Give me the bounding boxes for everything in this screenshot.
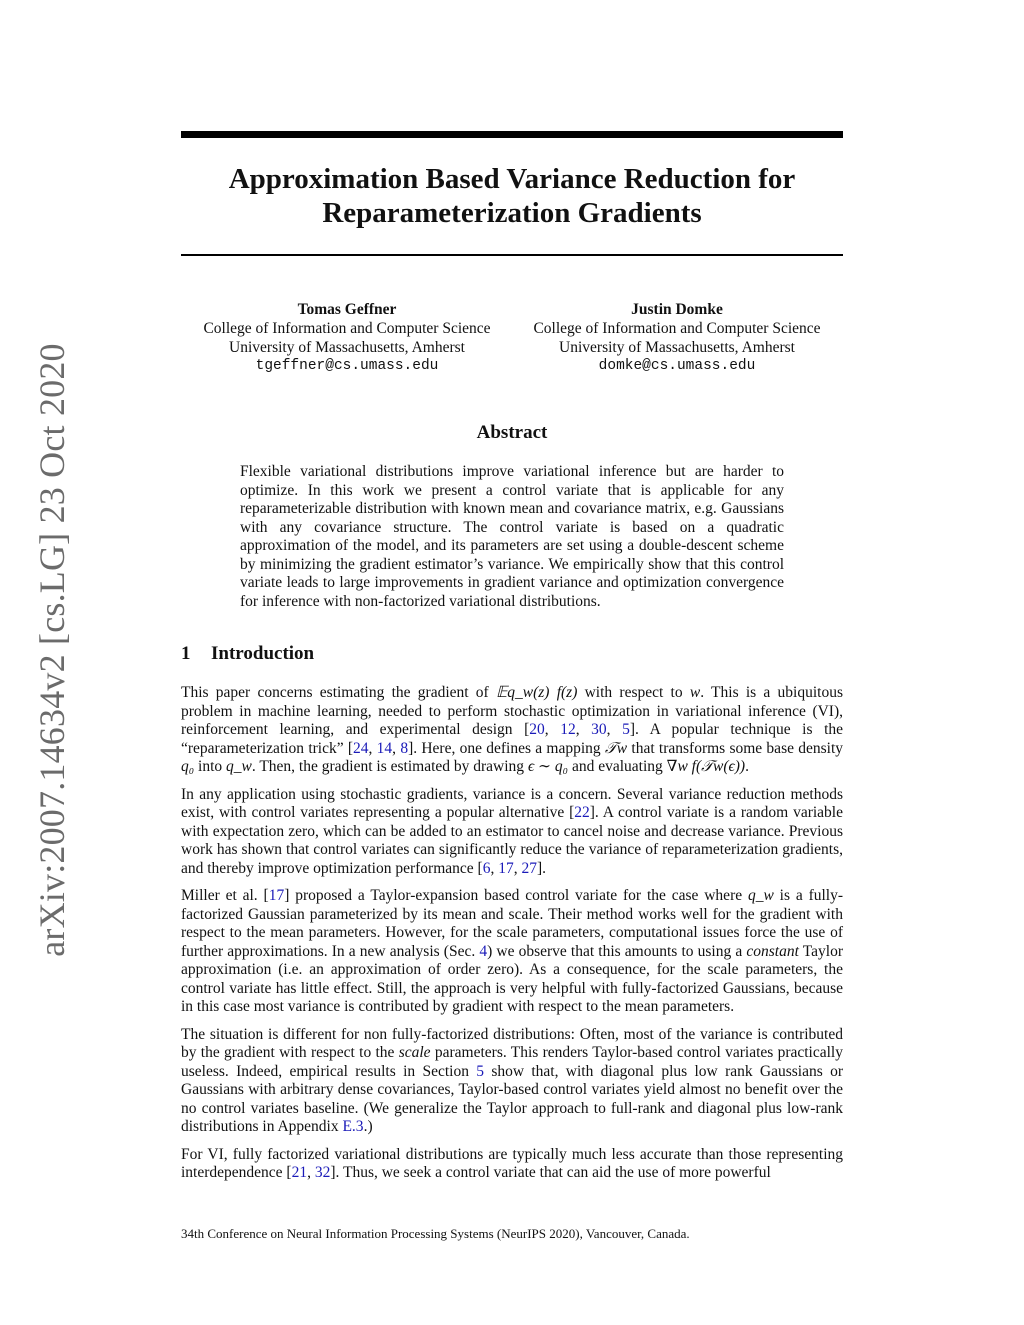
title-rule-top — [181, 131, 843, 138]
math-qw: q_w — [747, 887, 774, 904]
author-email[interactable]: domke@cs.umass.edu — [598, 358, 756, 374]
author-affiliation: College of Information and Computer Science — [533, 320, 821, 337]
math-epsilon: ϵ ∼ q₀ — [527, 758, 569, 775]
citation-link[interactable]: 17 — [268, 887, 285, 904]
author-name: Tomas Geffner — [297, 301, 397, 318]
citation-link[interactable]: 21 — [291, 1164, 308, 1181]
section-link[interactable]: 4 — [479, 942, 488, 960]
author-block-1 — [182, 300, 512, 376]
paragraph-1: This paper concerns estimating the gradient of 𝔼q_w(z) f(z) with respect to w. This is a ubiquitous problem in machine learning, needed to perform stochastic optimization in variational inference (VI), reinforcement learning, and experimental design [20, 12, 30, 5]. A popular technique is the “reparameterization trick” [24, 14, 8]. Here, one defines a mapping 𝒯w that transforms some base density q₀ into q_w. Then, the gradient is estimated by drawing ϵ ∼ q₀ and evaluating ∇w f(𝒯w(ϵ)). — [181, 684, 844, 775]
emphasis-text: constant — [746, 942, 799, 960]
paragraph-5: For VI, fully factorized variational distributions are typically much less accurate than those representing interdependence [21, 32]. Thus, we seek a control variate that can aid the use of more powerful — [181, 1145, 843, 1181]
citation-link[interactable]: 6 — [482, 859, 491, 877]
citation-link[interactable]: 14 — [376, 739, 393, 757]
citation-link[interactable]: 24 — [353, 739, 369, 757]
citation-link[interactable]: 22 — [574, 804, 590, 821]
author-block-2 — [512, 300, 842, 376]
section-heading — [181, 643, 314, 665]
citation-link[interactable]: 5 — [622, 721, 630, 738]
paper-title: Approximation Based Variance Reduction for Reparameterization Gradients — [228, 163, 796, 229]
section-title: Introduction — [211, 643, 315, 664]
author-email[interactable]: tgeffner@cs.umass.edu — [255, 358, 439, 374]
body-text — [181, 684, 843, 1192]
citation-link[interactable]: 8 — [400, 739, 409, 757]
author-university: University of Massachusetts, Amherst — [559, 339, 795, 356]
math-qw: q_w — [226, 758, 252, 775]
author-name: Justin Domke — [631, 301, 723, 318]
author-university: University of Massachusetts, Amherst — [229, 339, 465, 356]
paragraph-4: The situation is different for non fully-factorized distributions: Often, most of the variance is contributed by the gradient with respect to the scale parameters. This renders Taylor-based control variates practically useless. Indeed, empirical results in Section 5 show that, with diagonal plus low rank Gaussians or Gaussians with arbitrary dense covariances, Taylor-based control variates yield almost no benefit over the no control variates baseline. (We generalize the Taylor approach to full-rank and diagonal plus low-rank distributions in Appendix E.3.) — [181, 1025, 843, 1135]
emphasis-text: scale — [398, 1044, 431, 1061]
arxiv-stamp: arXiv:2007.14634v2 [cs.LG] 23 Oct 2020 — [32, 343, 72, 957]
title-rule-bottom — [181, 254, 843, 256]
section-number: 1 — [181, 643, 191, 664]
paragraph-2: In any application using stochastic gradients, variance is a concern. Several variance reduction methods exist, with control variates representing a popular alternative [22]. A control variate is a random variable with expectation zero, which can be added to an estimator to cancel noise and decrease variance. Previous work has shown that control variates can significantly reduce the variance of reparameterization gradients, and thereby improve optimization performance [6, 17, 27]. — [181, 785, 843, 877]
math-w: w — [689, 684, 701, 701]
appendix-link[interactable]: E.3 — [342, 1118, 364, 1135]
citation-link[interactable]: 20 — [529, 721, 545, 738]
citation-link[interactable]: 17 — [498, 859, 514, 877]
citation-link[interactable]: 12 — [560, 721, 576, 738]
paragraph-3: Miller et al. [17] proposed a Taylor-expansion based control variate for the case where q_w is a fully-factorized Gaussian parameterized by its mean and scale. Their method works well for the gradient with respect to the mean parameters. However, for the scale parameters, computational issues force the use of further approximations. In a new analysis (Sec. 4) we observe that this amounts to using a constant Taylor approximation (i.e. an approximation of order zero). As a consequence, for the scale parameters, the control variate has little effect. Still, the approach is very helpful with fully-factorized Gaussians, because in this case most variance is contributed by gradient with respect to the mean parameters. — [181, 887, 844, 1015]
citation-link[interactable]: 27 — [521, 859, 537, 877]
author-affiliation: College of Information and Computer Science — [203, 320, 491, 337]
citation-link[interactable]: 30 — [591, 721, 607, 738]
math-q0: q₀ — [181, 758, 195, 775]
citation-link[interactable]: 32 — [314, 1164, 331, 1181]
conference-footnote: 34th Conference on Neural Information Processing Systems (NeurIPS 2020), Vancouver, Canada. — [181, 1226, 690, 1241]
math-mapping: 𝒯w — [604, 739, 628, 757]
math-expectation: 𝔼q_w(z) f(z) — [495, 684, 578, 701]
abstract-heading: Abstract — [476, 422, 548, 443]
section-link[interactable]: 5 — [476, 1062, 485, 1080]
abstract-text: Flexible variational distributions improve variational inference but are harder to optimize. In this work we present a control variate that is applicable for any reparameterizable distribution with known mean and covariance matrix, e.g. Gaussians with any covariance structure. The control variate is based on a quadratic approximation of the model, and its parameters are set using a double-descent scheme by minimizing the gradient estimator’s variance. We empirically show that this control variate leads to large improvements in gradient variance and optimization convergence for inference with non-factorized variational distributions. — [240, 463, 784, 610]
math-gradient: ∇w f(𝒯w(ϵ)) — [666, 758, 746, 775]
